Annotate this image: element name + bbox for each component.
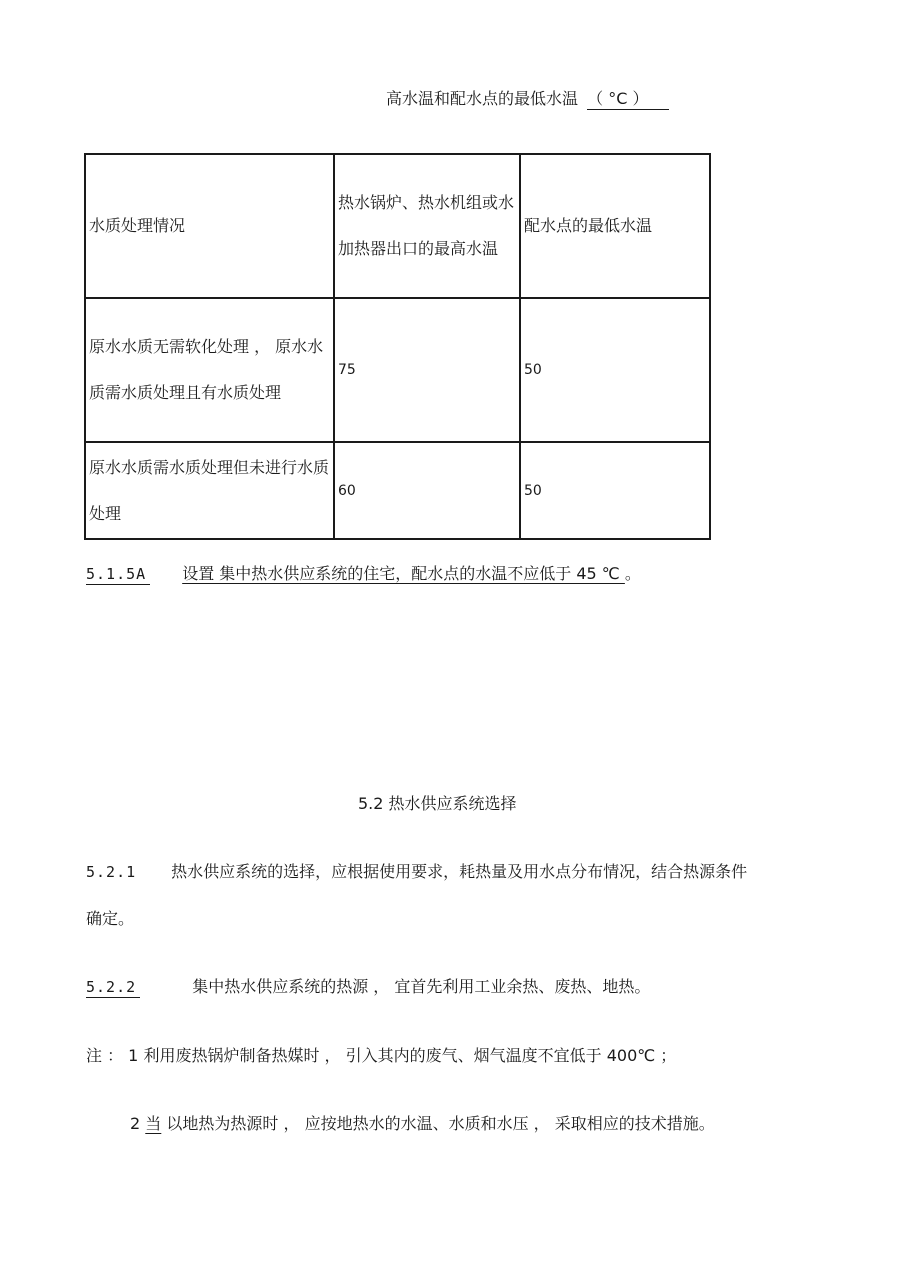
table-cell: 50 [520,298,710,442]
clause-number: 5.1.5A [86,565,150,585]
clause-text: 热水供应系统的选择，应根据使用要求，耗热量及用水点分布情况，结合热源条件 [171,862,748,881]
clause-521-line2: 确定。 [86,909,135,928]
table-cell: 75 [334,298,520,442]
table-header-row [85,154,710,298]
clause-text: 集中热水供应系统的热源 ， 宜首先利用工业余热、废热、地热。 [192,977,651,996]
table-cell: 50 [520,442,710,539]
table-caption [386,86,669,110]
clause-number: 5.2.2 [86,978,140,998]
note-item-2 [130,1111,715,1134]
note-text: 以地热为热源时 ， 应按地热水的水温、水质和水压 ， 采取相应的技术措施。 [166,1114,715,1133]
table-cell: 60 [334,442,520,539]
note-number: 2 [130,1114,141,1133]
water-temperature-table [84,153,711,540]
clause-521 [86,859,747,882]
caption-unit: （ °C ） [587,86,669,110]
note-text: 利用废热锅炉制备热媒时 ， 引入其内的废气、烟气温度不宜低于 400℃ ； [143,1046,677,1065]
note-word: 当 [145,1114,162,1133]
clause-text: 设置 集中热水供应系统的住宅，配水点的水温不应低于 45 ℃ [182,564,625,583]
header-cell: 热水锅炉、热水机组或水加热器出口的最高水温 [334,154,520,298]
clause-515a [86,561,641,585]
caption-text: 高水温和配水点的最低水温 [386,89,579,108]
table-row [85,442,710,539]
header-cell: 水质处理情况 [85,154,334,298]
header-cell: 配水点的最低水温 [520,154,710,298]
table-row [85,298,710,442]
clause-522 [86,974,650,998]
clause-end: 。 [624,564,641,583]
clause-number: 5.2.1 [86,863,137,881]
note-prefix: 注 ： 1 [86,1046,139,1065]
table-cell: 原水水质无需软化处理 ， 原水水质需水质处理且有水质处理 [85,298,334,442]
table-cell: 原水水质需水质处理但未进行水质处理 [85,442,334,539]
section-title: 5.2 热水供应系统选择 [358,794,517,813]
note-item-1 [86,1043,676,1066]
